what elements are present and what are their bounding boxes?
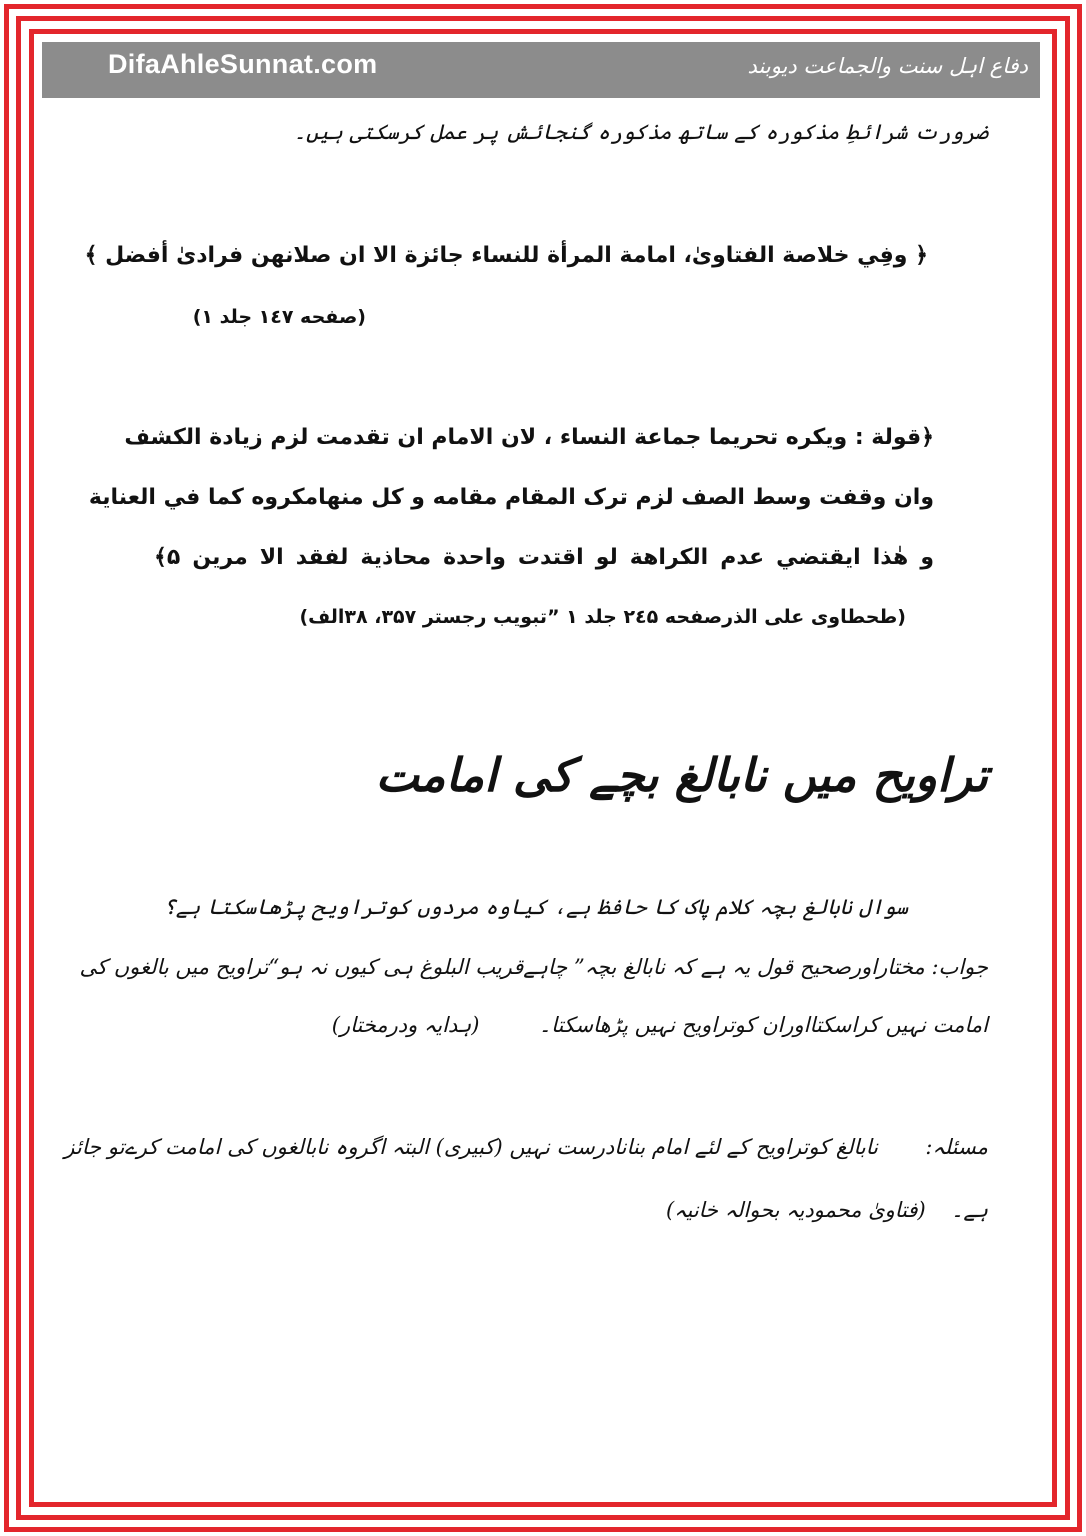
quote1-text: ﴿ وفِي خلاصة الفتاوىٰ، امامة المرأة للنساء جائزة الا ان صلانهن فرادىٰ أفضل ﴾ (84, 243, 928, 268)
answer-line-1: جواب: مختاراورصحیح قول یہ ہے کہ نابالغ بچہ” چاہےقریب البلوغ ہی کیوں نہ ہو“تراویح میں بالغوں کی (79, 955, 988, 979)
quote1-reference: (صفحه ١٤٧ جلد ١) (192, 306, 366, 328)
section-heading: تراويح ميں نابالغ بچے کی امامت (375, 748, 988, 802)
quote2-line-3: و هٰذا ايقتضي عدم الكراهة لو اقتدت واحدة محاذية لفقد الا مرين ۵﴾ (154, 545, 934, 570)
masala-label: مسئلہ: (925, 1135, 988, 1159)
page-header (42, 42, 1040, 98)
quote2-line-2: وان وقفت وسط الصف لزم ترک المقام مقامه و کل منهامكروه كما في العناية (88, 485, 934, 510)
answer-line-2 (332, 1013, 988, 1037)
masala-line-2 (666, 1198, 988, 1222)
answer-line-2-text: امامت نہیں کراسکتااوران کوتراویح نہیں پڑھاسکتا۔ (538, 1013, 988, 1037)
question-text: سوال نابالغ بچہ کلام پاک کا حافظ ہے، کیاوہ مردوں کوتراویح پڑھاسکتا ہے؟ (163, 895, 908, 919)
header-title: دفاع اہل سنت والجماعت دیوبند (747, 54, 1028, 78)
masala-line-1: نابالغ کوتراویح کے لئے امام بنانادرست نہیں (کبیری) البتہ اگروہ نابالغوں کی امامت کرےتو جائز (64, 1135, 878, 1159)
masala-line-2-text: ہے۔ (951, 1198, 988, 1222)
intro-line: ضرورت شرائطِ مذکورہ کے ساتھ مذکورہ گنجائش پر عمل کرسکتی ہیں۔ (293, 120, 988, 144)
masala-reference: (فتاویٰ محمودیہ بحوالہ خانیہ) (665, 1198, 926, 1222)
site-name: DifaAhleSunnat.com (108, 49, 378, 79)
answer-reference: (ہدایہ ودرمختار) (331, 1013, 480, 1037)
quote2-reference: (طحطاوى على الذرصفحه ٢٤۵ جلد ١ ”تبويب رجستر ٣۵٧، ٣٨الف) (299, 606, 906, 628)
quote2-line-1: ﴿قولة : ويكره تحريما جماعة النساء ، لان الامام ان تقدمت لزم زيادة الكشف (124, 425, 934, 450)
